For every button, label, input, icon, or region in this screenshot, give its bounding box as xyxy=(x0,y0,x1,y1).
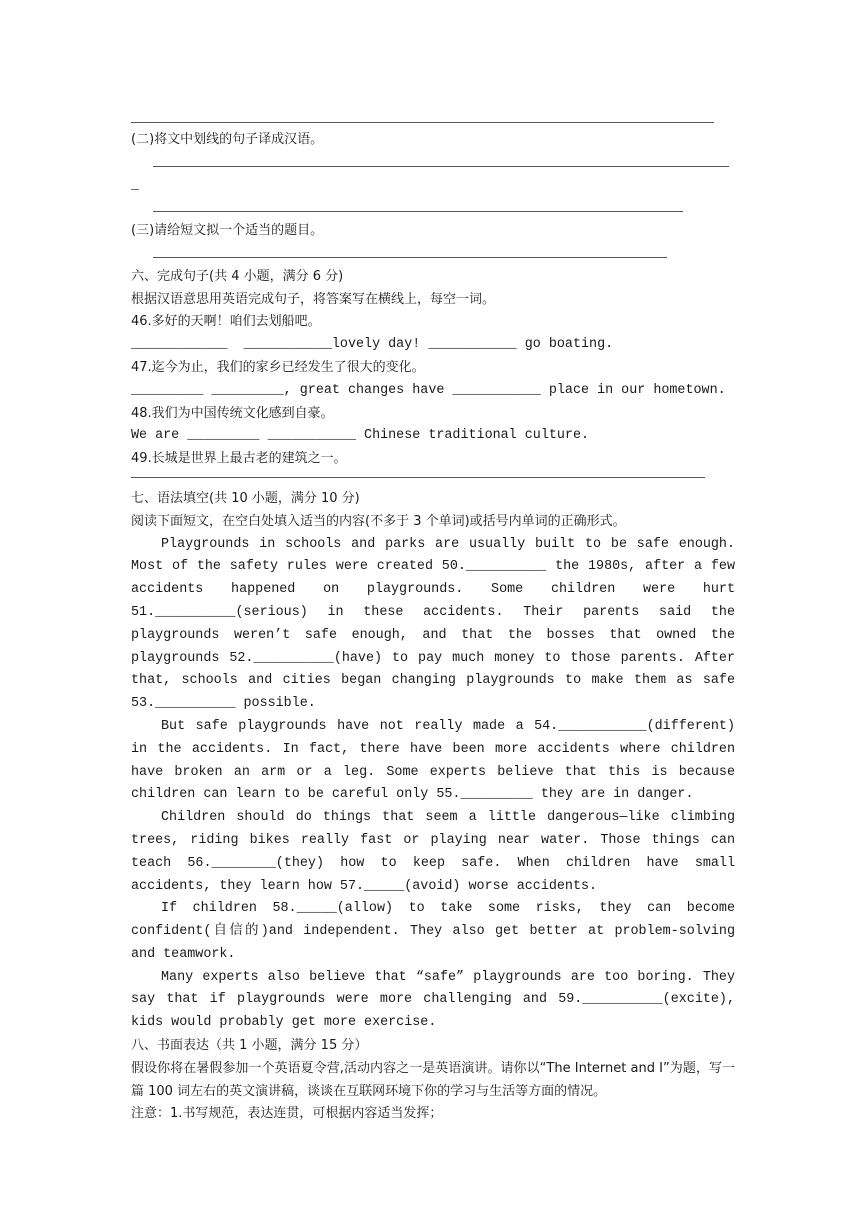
q46-chinese: 46.多好的天啊！咱们去划船吧。 xyxy=(131,314,321,330)
q44-row[interactable] xyxy=(131,197,735,220)
q48-chinese: 48.我们为中国传统文化感到自豪。 xyxy=(131,405,334,421)
q49-chinese: 49.长城是世界上最古老的建筑之一。 xyxy=(131,451,347,467)
section6-instruction: 根据汉语意思用英语完成句子，将答案写在横线上，每空一词。 xyxy=(131,291,496,307)
rule-top xyxy=(131,122,714,123)
q46-english[interactable]: ____________ ___________lovely day! ___________ go boating. xyxy=(131,337,614,353)
answer-line-top[interactable] xyxy=(131,108,735,122)
section6-title: 六、完成句子(共 4 小题，满分 6 分) xyxy=(131,268,344,284)
part2-title: (二)将文中划线的句子译成汉语。 xyxy=(131,132,324,147)
section7-title: 七、语法填空(共 10 小题，满分 10 分) xyxy=(131,490,360,506)
q43-continuation: _ xyxy=(131,177,140,193)
writing-prompt: 假设你将在暑假参加一个英语夏令营,活动内容之一是英语演讲。请你以“The Internet and I”为题，写一篇 100 词左右的英文演讲稿，谈谈在互联网环境下你的学习与生活等方面的情况。 xyxy=(131,1060,735,1099)
q47-english[interactable]: _________ _________, great changes have ___________ place in our hometown. xyxy=(131,382,726,398)
q43-answer-rule[interactable] xyxy=(153,166,729,167)
passage-paragraph-4: If children 58._____(allow) to take some risks, they can become confident(自信的)and independent. They also get better at problem-solving and teamwork. xyxy=(131,901,735,962)
section8-title: 八、书面表达（共 1 小题，满分 15 分） xyxy=(131,1038,368,1054)
passage-paragraph-3: Children should do things that seem a little dangerous—like climbing trees, riding bikes really fast or playing near water. Those things can teach 56.________(they) how to keep safe. When children have small accidents, they learn how 57._____(avoid) worse accidents. xyxy=(131,810,735,894)
part3-title: (三)请给短文拟一个适当的题目。 xyxy=(131,223,324,239)
q48-english[interactable]: We are _________ ___________ Chinese traditional culture. xyxy=(131,428,590,444)
q45-row[interactable] xyxy=(131,243,735,266)
q44-answer-rule[interactable] xyxy=(153,211,683,212)
passage-paragraph-5: Many experts also believe that “safe” playgrounds are too boring. They say that if playgrounds were more challenging and 59.__________(excite), kids would probably get more exercise. xyxy=(131,969,735,1031)
passage-paragraph-1: Playgrounds in schools and parks are usually built to be safe enough. Most of the safety rules were created 50.__________ the 1980s, after a few accidents happened on playgrounds. Some children were hurt 51.__________(serious) in these accidents. Their parents said the playgrounds weren’t safe enough, and that the bosses that owned the playgrounds 52.__________(have) to pay much money to those parents. After that, schools and cities began changing playgrounds to make them as safe 53.__________ possible. xyxy=(131,536,735,712)
q47-chinese: 47.迄今为止，我们的家乡已经发生了很大的变化。 xyxy=(131,359,425,375)
section7-instruction: 阅读下面短文，在空白处填入适当的内容(不多于 3 个单词)或括号内单词的正确形式。 xyxy=(131,513,626,529)
q45-answer-rule[interactable] xyxy=(153,257,667,258)
writing-note: 注意：1.书写规范，表达连贯，可根据内容适当发挥； xyxy=(131,1106,443,1122)
exam-page xyxy=(131,108,735,1126)
q43-row[interactable] xyxy=(131,152,735,175)
passage-paragraph-2: But safe playgrounds have not really made a 54.___________(different) in the accidents. In fact, there have been more accidents where children have broken an arm or a leg. Some experts believe that this is because children can learn to be careful only 55._________ they are in danger. xyxy=(131,718,735,803)
